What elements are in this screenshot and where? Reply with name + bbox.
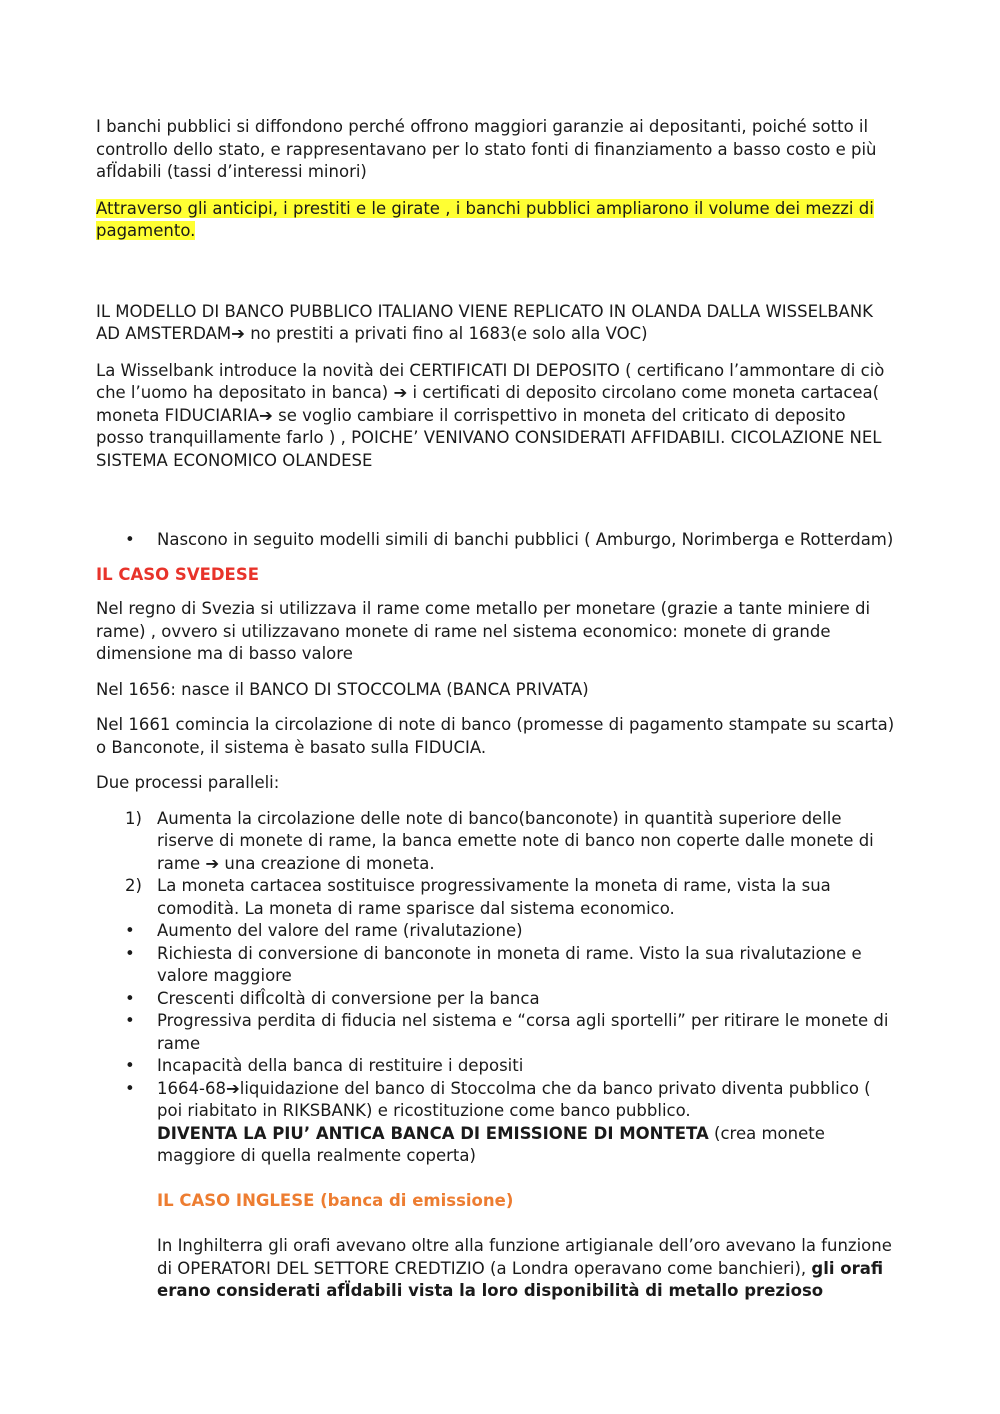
list-item (96, 808, 896, 876)
heading-caso-svedese: IL CASO SVEDESE (96, 564, 259, 584)
list-item (96, 875, 896, 920)
bullet-marker: • (125, 988, 135, 1008)
paragraph-banco-stoccolma: Nel 1656: nasce il BANCO DI STOCCOLMA (BANCA PRIVATA) (96, 679, 589, 699)
list-item (96, 988, 896, 1011)
list-item-text: Nascono in seguito modelli simili di banchi pubblici ( Amburgo, Norimberga e Rotterdam) (157, 530, 894, 549)
list-item-text-continuation: (crea monete maggiore di quella realmente coperta) (157, 1123, 825, 1165)
bullet-list-intro (96, 529, 896, 552)
list-item (96, 943, 896, 988)
list-item (96, 529, 896, 552)
list-item-text: La moneta cartacea sostituisce progressivamente la moneta di rame, vista la sua comodità. La moneta di rame sparisce dal sistema economico. (157, 876, 831, 918)
numbered-list (96, 808, 896, 921)
bullet-marker: • (125, 1056, 135, 1075)
bullet-marker: • (125, 1011, 135, 1030)
highlighted-paragraph (96, 198, 896, 243)
paragraph-certificati: La Wisselbank introduce la novità dei CERTIFICATI DI DEPOSITO ( certificano l’ammontare di ciò che l’uomo ha depositato in banca) ➔ i certificati di deposito circolano come moneta cartacea( moneta FIDUCIARIA➔ se voglio cambiare il corrispettivo in moneta del criticato di deposito posso tranquillamente farlo ) , POICHE’ VENIVANO CONSIDERATI AFFIDABILI. CICOLAZIONE NEL SISTEMA ECONOMICO OLANDESE (96, 360, 885, 470)
paragraph-banchi-pubblici: I banchi pubblici si diffondono perché offrono maggiori garanzie ai depositanti, poiché sotto il controllo dello stato, e rappresentavano per lo stato fonti di finanziamento a basso costo e più afÏdabili (tassi d’interessi minori) (96, 117, 877, 181)
bullet-marker: • (125, 1078, 135, 1098)
highlight-text: Attraverso gli anticipi, i prestiti e le girate , i banchi pubblici ampliarono il volume dei mezzi di pagamento. (96, 198, 874, 240)
list-number: 2) (125, 876, 142, 895)
list-number: 1) (125, 808, 142, 828)
paragraph-wisselbank-model: IL MODELLO DI BANCO PUBBLICO ITALIANO VIENE REPLICATO IN OLANDA DALLA WISSELBANK AD AMSTERDAM➔ no prestiti a privati fino al 1683(e solo alla VOC) (96, 301, 873, 343)
list-item-text: Progressiva perdita di fiducia nel sistema e “corsa agli sportelli” per ritirare le monete di rame (157, 1011, 889, 1053)
heading-caso-inglese: IL CASO INGLESE (banca di emissione) (157, 1190, 514, 1210)
bullet-marker: • (125, 943, 135, 963)
paragraph-orafi (157, 1235, 896, 1303)
paragraph-orafi-text: In Inghilterra gli orafi avevano oltre alla funzione artigianale dell’oro avevano la funzione di OPERATORI DEL SETTORE CREDTIZIO (a Londra operavano come banchieri), (157, 1236, 892, 1278)
document-page (96, 116, 896, 1303)
list-item (96, 1055, 896, 1078)
paragraph-due-processi: Due processi paralleli: (96, 773, 280, 792)
section-caso-inglese (96, 1190, 896, 1303)
bullet-marker: • (125, 530, 135, 549)
list-item-text: Aumento del valore del rame (rivalutazione) (157, 921, 523, 940)
bold-statement: DIVENTA LA PIU’ ANTICA BANCA DI EMISSIONE DI MONTETA (157, 1123, 709, 1143)
list-item-text: Aumenta la circolazione delle note di banco(banconote) in quantità superiore delle riserve di monete di rame, la banca emette note di banco non coperte dalle monete di rame ➔ una creazione di moneta. (157, 808, 874, 873)
bullet-marker: • (125, 921, 135, 940)
list-item (96, 1010, 896, 1055)
bold-orafi-affidabili: gli orafi erano considerati afÏdabili vista la loro disponibilità di metallo prezioso (157, 1258, 884, 1300)
list-item-text: 1664-68➔liquidazione del banco di Stoccolma che da banco privato diventa pubblico ( poi riabitato in RIKSBANK) e ricostituzione come banco pubblico. (157, 1078, 871, 1120)
list-item (96, 1078, 896, 1168)
list-item (96, 920, 896, 943)
paragraph-banconote: Nel 1661 comincia la circolazione di note di banco (promesse di pagamento stampate su scarta) o Banconote, il sistema è basato sulla FIDUCIA. (96, 715, 895, 757)
list-item-text: Crescenti difÎcoltà di conversione per la banca (157, 988, 540, 1008)
list-item-text: Incapacità della banca di restituire i depositi (157, 1056, 524, 1075)
bullet-list-svedese (96, 920, 896, 1168)
list-item-text: Richiesta di conversione di banconote in moneta di rame. Visto la sua rivalutazione e valore maggiore (157, 943, 862, 985)
paragraph-svezia-rame: Nel regno di Svezia si utilizzava il rame come metallo per monetare (grazie a tante miniere di rame) , ovvero si utilizzavano monete di rame nel sistema economico: monete di grande dimensione ma di basso valore (96, 599, 871, 663)
